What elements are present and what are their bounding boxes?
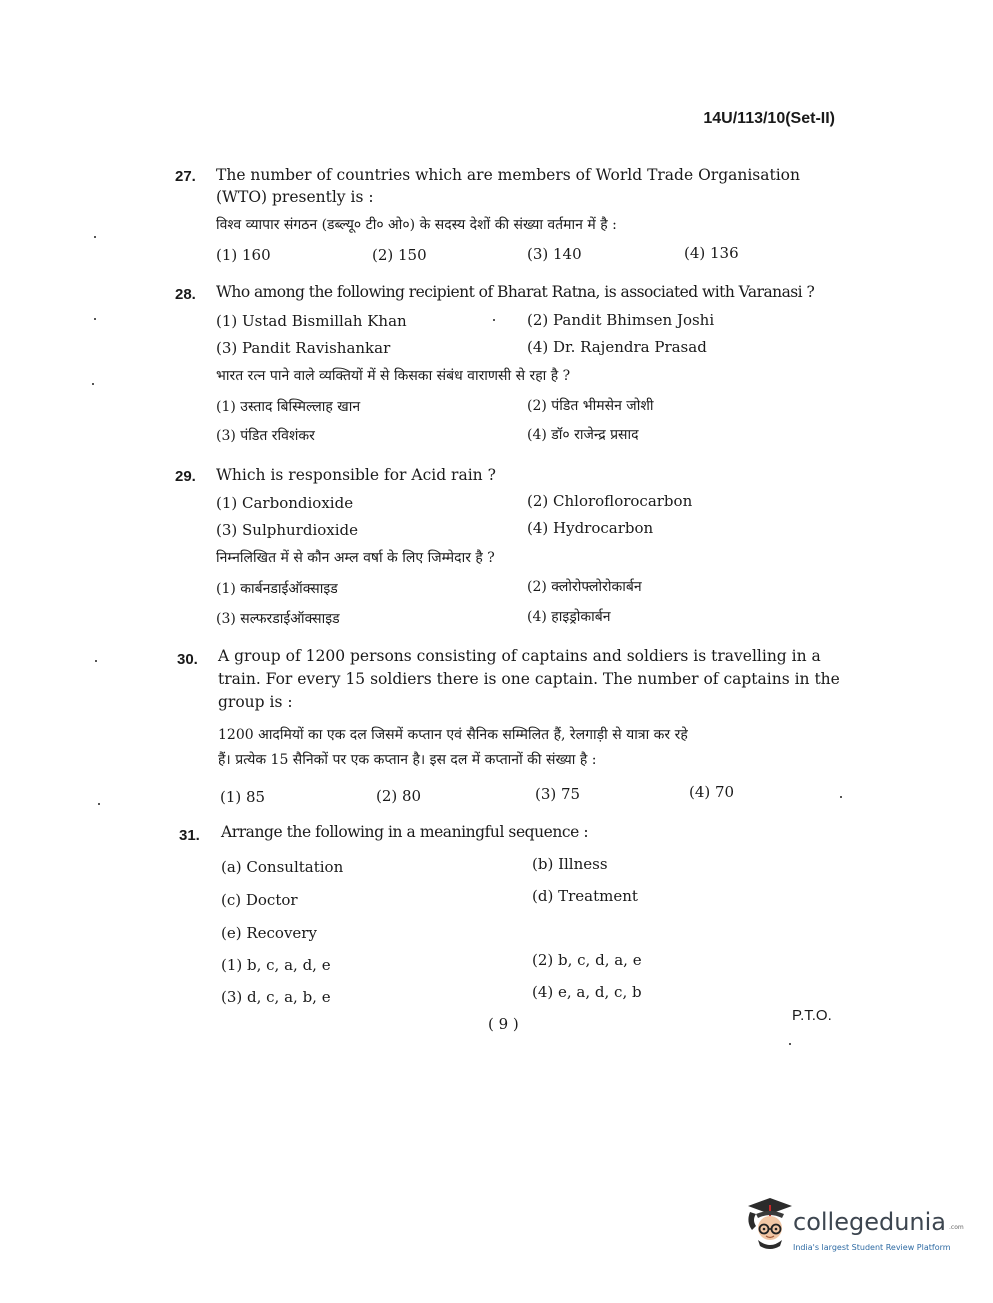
question-28-option-en-2: (2) Pandit Bhimsen Joshi [527,311,715,329]
scan-speck [94,318,96,320]
question-28-option-hi-3: (3) पंडित रविशंकर [216,428,315,444]
question-27-option-1: (1) 160 [216,246,271,264]
question-28-option-en-3: (3) Pandit Ravishankar [216,339,391,357]
question-30-option-4: (4) 70 [689,783,735,801]
question-31-item-c: (c) Doctor [221,891,298,909]
question-30-text-en-line-2: train. For every 15 soldiers there is one captain. The number of captains in the [218,670,840,688]
question-27-option-3: (3) 140 [527,245,582,263]
question-31-option-2: (2) b, c, d, a, e [532,951,642,969]
question-31-option-1: (1) b, c, a, d, e [221,956,331,974]
question-30-text-hi-line-2: हैं। प्रत्येक 15 सैनिकों पर एक कप्तान है। इस दल में कप्तानों की संख्या है : [218,752,597,768]
question-28-text-hi: भारत रत्न पाने वाले व्यक्तियों में से किसका संबंध वाराणसी से रहा है ? [216,368,571,384]
question-30-text-hi-line-1: 1200 आदमियों का एक दल जिसमें कप्तान एवं सैनिक सम्मिलित हैं, रेलगाड़ी से यात्रा कर रहे [218,727,688,743]
question-27-option-4: (4) 136 [684,244,739,262]
pto-label: P.T.O. [792,1007,832,1024]
question-31-item-e: (e) Recovery [221,924,317,942]
question-29-text-en: Which is responsible for Acid rain ? [216,466,496,484]
question-30-option-3: (3) 75 [535,785,581,803]
question-28-option-hi-4: (4) डॉ० राजेन्द्र प्रसाद [527,427,639,443]
question-30-option-1: (1) 85 [220,788,266,806]
question-31-item-d: (d) Treatment [532,887,638,905]
question-29-text-hi: निम्नलिखित में से कौन अम्ल वर्षा के लिए जिम्मेदार है ? [216,550,495,566]
question-29-option-hi-3: (3) सल्फरडाईऑक्साइड [216,611,340,627]
question-27-text-hi: विश्व व्यापार संगठन (डब्ल्यू० टी० ओ०) के सदस्य देशों की संख्या वर्तमान में है : [216,217,617,233]
question-27-text-en-line-1: The number of countries which are members of World Trade Organisation [216,166,800,184]
collegedunia-tagline: India's largest Student Review Platform [793,1243,951,1252]
question-28-number: 28. [175,286,196,303]
question-31-option-3: (3) d, c, a, b, e [221,988,331,1006]
scan-speck [840,796,842,798]
scan-speck [98,803,100,805]
question-31-option-4: (4) e, a, d, c, b [532,983,642,1001]
question-29-number: 29. [175,468,196,485]
paper-code: 14U/113/10(Set-II) [703,110,835,127]
question-29-option-en-1: (1) Carbondioxide [216,494,354,512]
question-29-option-hi-2: (2) क्लोरोफ्लोरोकार्बन [527,579,642,595]
question-27-text-en-line-2: (WTO) presently is : [216,188,374,206]
page-number: ( 9 ) [488,1015,519,1033]
collegedunia-suffix: .com [949,1224,964,1231]
question-31-item-b: (b) Illness [532,855,608,873]
question-31-text-en: Arrange the following in a meaningful sequence : [221,823,589,841]
scan-speck [95,660,97,662]
question-29-option-hi-4: (4) हाइड्रोकार्बन [527,609,611,625]
question-30-text-en-line-3: group is : [218,693,293,711]
scan-speck [92,383,94,385]
question-30-text-en-line-1: A group of 1200 persons consisting of captains and soldiers is travelling in a [218,647,821,665]
question-29-option-en-3: (3) Sulphurdioxide [216,521,359,539]
question-29-option-en-2: (2) Chloroflorocarbon [527,492,693,510]
question-31-item-a: (a) Consultation [221,858,344,876]
question-30-number: 30. [177,651,198,668]
question-28-option-hi-1: (1) उस्ताद बिस्मिल्लाह खान [216,399,361,415]
scan-speck [789,1043,791,1045]
question-30-option-2: (2) 80 [376,787,422,805]
scan-speck [493,319,495,321]
collegedunia-brand: collegedunia [793,1208,947,1236]
question-28-option-en-1: (1) Ustad Bismillah Khan [216,312,407,330]
question-28-text-en: Who among the following recipient of Bharat Ratna, is associated with Varanasi ? [216,283,815,301]
question-29-option-hi-1: (1) कार्बनडाईऑक्साइड [216,581,338,597]
question-31-number: 31. [179,827,200,844]
question-28-option-hi-2: (2) पंडित भीमसेन जोशी [527,398,654,414]
scan-speck [94,236,96,238]
question-29-option-en-4: (4) Hydrocarbon [527,519,654,537]
question-27-number: 27. [175,168,196,185]
question-28-option-en-4: (4) Dr. Rajendra Prasad [527,338,707,356]
question-27-option-2: (2) 150 [372,246,427,264]
